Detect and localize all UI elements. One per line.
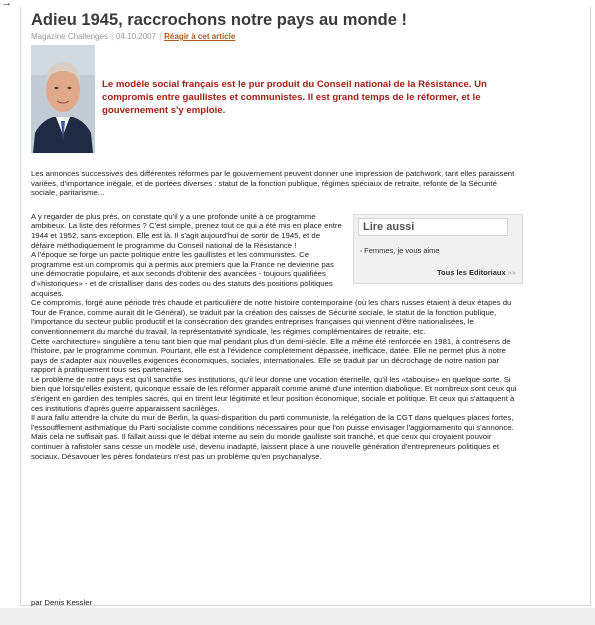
lire-aussi-item[interactable] — [360, 246, 440, 258]
article-meta — [31, 32, 235, 41]
article-paragraph: A l'époque se forge un pacte politique entre les gaullistes et les communistes. Ce programme est un compromis qui a permis aux premiers que la France ne devienne pas une démocratie populaire, et aux seconds d'obtenir des avancées - toujours qualifiées d'«historiques» - et de cristalliser dans des codes ou des statuts des positions politiques acquises. — [31, 250, 334, 298]
lire-aussi-item-label: Femmes, je vous aime — [364, 245, 440, 255]
lire-aussi-title: Lire aussi — [358, 218, 508, 236]
article-container — [20, 7, 591, 606]
article-paragraph: A y regarder de plus près, on constate qu'il y a une profonde unité à ce programme ambitieux. La liste des réformes ? C'est simple, prenez tout ce qui a été mis en place entre 1944 et 1952, sans exception. Elle est là. Il s'agit aujourd'hui de sortir de 1945, et de défaire méthodiquement le programme du Conseil national de la Résistance ! — [31, 211, 342, 250]
article-date: 04.10.2007 — [116, 32, 157, 41]
meta-separator: | — [159, 32, 162, 41]
article-title: Adieu 1945, raccrochons notre pays au monde ! — [31, 11, 407, 29]
article-signature: par Denis Kessler — [31, 598, 93, 607]
chevron-right-icon: »» — [507, 267, 516, 277]
article-lead: Le modèle social français est le pur produit du Conseil national de la Résistance. Un compromis entre gaullistes et communistes. Il est grand temps de le réformer, et le gouvernement s'y emploie. — [102, 79, 487, 117]
corner-arrow-icon: → — [1, 0, 12, 9]
article-paragraph: Cette «architecture» singulière a tenu tant bien que mal pendant plus d'un demi-siècle. Elle a même été renforcée en 1981, à contresens de l'histoire, par le programme commun. Pourtant, elle est à l'évidence complètement dépassée, inefficace, datée. Elle ne permet plus à notre pays de s'adapter aux nouvelles exigences économiques, sociales, internationales. Elle se traduit par un décrochage de notre nation par rapport à pratiquement tous ses partenaires. — [31, 336, 511, 375]
all-editorials-link[interactable] — [437, 268, 516, 278]
article-source: Magazine Challenges — [31, 32, 108, 41]
meta-separator: | — [110, 32, 114, 41]
author-photo — [31, 45, 95, 153]
all-editorials-label: Tous les Editoriaux — [437, 267, 506, 277]
article-intro: Les annonces successives des différentes réformes par le gouvernement peuvent donner une impression de patchwork, tant elles paraissent variées, d'importance inégale, et de portées diverses : statut de la fonction publique, régimes spéciaux de retraite, refonte de la Sécurité sociale, paritarisme... — [31, 169, 515, 198]
bullet-icon: ▪ — [360, 248, 363, 255]
article-paragraph: Ce compromis, forgé aune période très chaude et particulière de notre histoire contemporaine (où les chars russes étaient à deux étapes du Tour de France, comme aurait dit le Général), se traduit par la création des caisses de Sécurité sociale, le statut de la fonction publique, l'importance du secteur public productif et la consécration des grandes entreprises françaises qui viennent d'être nationalisées, le conventionnement du marché du travail, la représentativité syndicale, les régimes complémentaires de retraite, etc. — [31, 298, 512, 336]
article-paragraph: Il aura fallu attendre la chute du mur de Berlin, la quasi-disparition du parti communiste, la relégation de la CGT dans quelques places fortes, l'essoufflement asthmatique du Parti socialiste comme conditions nécessaires pour que l'on puisse envisager l'aggiornamento qui s'annonce. Mais cela ne suffisait pas. Il fallait aussi que le débat interne au sein du monde gaulliste soit tranché, et que ceux qui croyaient pouvoir continuer à rafistoler sans cesse un modèle usé, devenu inadapté, laissent place à une nouvelle génération d'entrepreneurs politiques et sociaux. Désavouer les pères fondateurs n'est pas un problème qu'en psychanalyse. — [31, 413, 514, 461]
article-body — [31, 169, 523, 461]
bottom-band — [0, 608, 595, 625]
lire-aussi-box — [353, 214, 523, 284]
react-link[interactable]: Réagir à cet article — [164, 32, 236, 41]
article-paragraph: Le problème de notre pays est qu'il sanctifie ses institutions, qu'il leur donne une vocation éternelle, qu'il les «tabouise» en quelque sorte. Si bien que lorsqu'elles existent, quiconque essaie de les réformer apparaît comme animé d'une intention diabolique. Et nombreux sont ceux qui s'érigent en gardien des temples sacrés, qui en tirent leur légitimité et leur position économique, sociale et politique. Et ceux qui s'attaquent à ces institutions d'après guerre apparaissent sacrilèges. — [31, 374, 517, 413]
